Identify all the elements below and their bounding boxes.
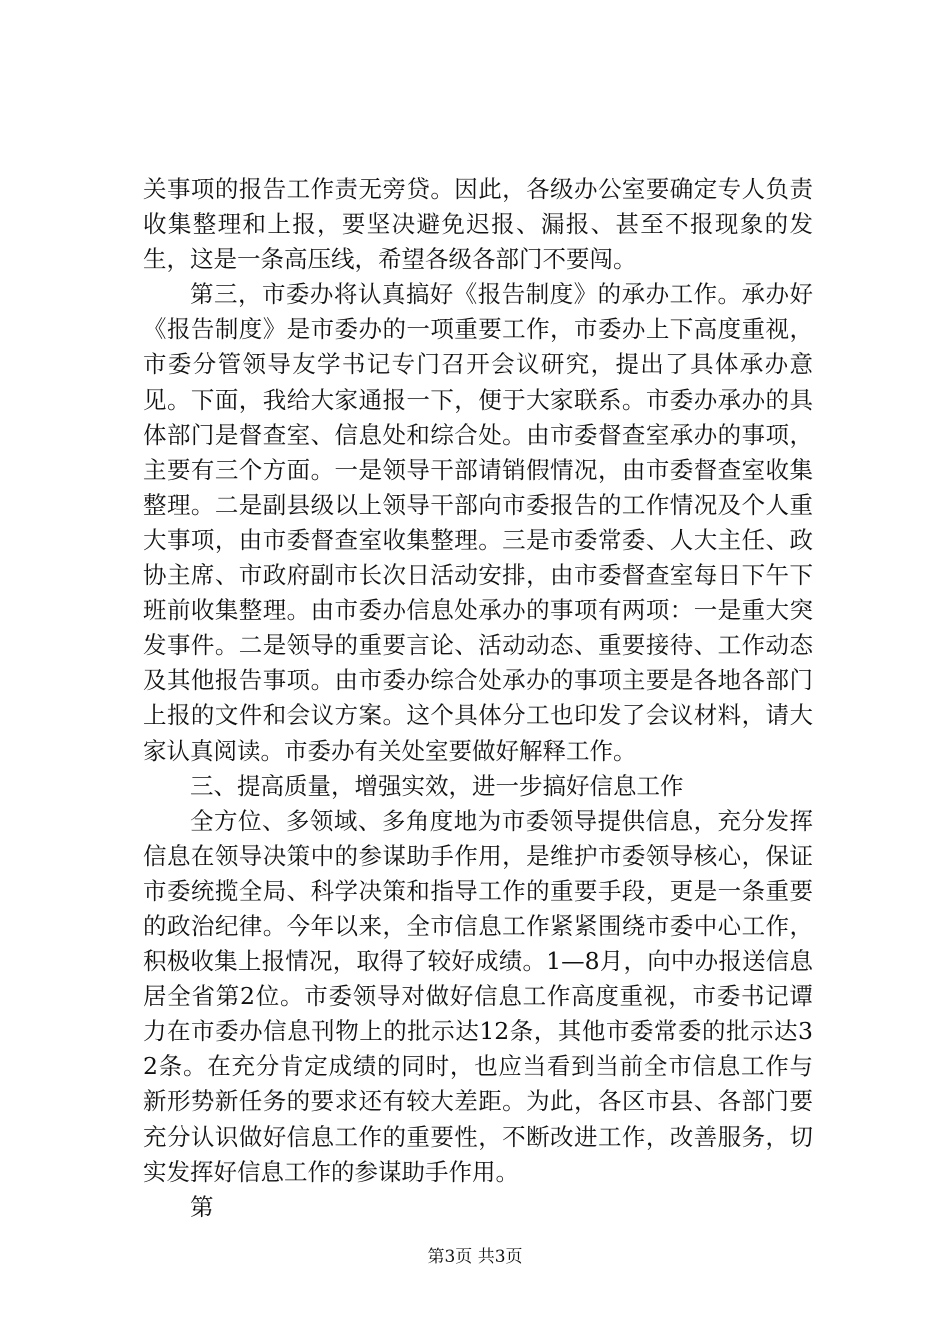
- page-number-footer: 第3页 共3页: [427, 1247, 523, 1267]
- document-body: [143, 172, 813, 1225]
- section-heading: 三、提高质量，增强实效，进一步搞好信息工作: [190, 771, 684, 800]
- paragraph-information-work: 全方位、多领域、多角度地为市委领导提供信息，充分发挥信息在领导决策中的参谋助手作用，是维护市委领导核心，保证市委统揽全局、科学决策和指导工作的重要手段，更是一条重要的政治纪律。今年以来，全市信息工作紧紧围绕市委中心工作，积极收集上报情况，取得了较好成绩。1—8月，向中办报送信息居全省第2位。市委领导对做好信息工作高度重视，市委书记谭力在市委办信息刊物上的批示达12条，其他市委常委的批示达32条。在充分肯定成绩的同时，也应当看到当前全市信息工作与新形势新任务的要求还有较大差距。为此，各区市县、各部门要充分认识做好信息工作的重要性，不断改进工作，改善服务，切实发挥好信息工作的参谋助手作用。: [143, 806, 813, 1186]
- paragraph-continuation: 关事项的报告工作责无旁贷。因此，各级办公室要确定专人负责收集整理和上报，要坚决避免迟报、漏报、甚至不报现象的发生，这是一条高压线，希望各级各部门不要闯。: [143, 175, 813, 274]
- paragraph-truncated: 第: [190, 1192, 214, 1221]
- paragraph-report-system: 第三，市委办将认真搞好《报告制度》的承办工作。承办好《报告制度》是市委办的一项重要工作，市委办上下高度重视，市委分管领导友学书记专门召开会议研究，提出了具体承办意见。下面，我给大家通报一下，便于大家联系。市委办承办的具体部门是督查室、信息处和综合处。由市委督查室承办的事项，主要有三个方面。一是领导干部请销假情况，由市委督查室收集整理。二是副县级以上领导干部向市委报告的工作情况及个人重大事项，由市委督查室收集整理。三是市委常委、人大主任、政协主席、市政府副市长次日活动安排，由市委督查室每日下午下班前收集整理。由市委办信息处承办的事项有两项：一是重大突发事件。二是领导的重要言论、活动动态、重要接待、工作动态及其他报告事项。由市委办综合处承办的事项主要是各地各部门上报的文件和会议方案。这个具体分工也印发了会议材料，请大家认真阅读。市委办有关处室要做好解释工作。: [143, 280, 813, 765]
